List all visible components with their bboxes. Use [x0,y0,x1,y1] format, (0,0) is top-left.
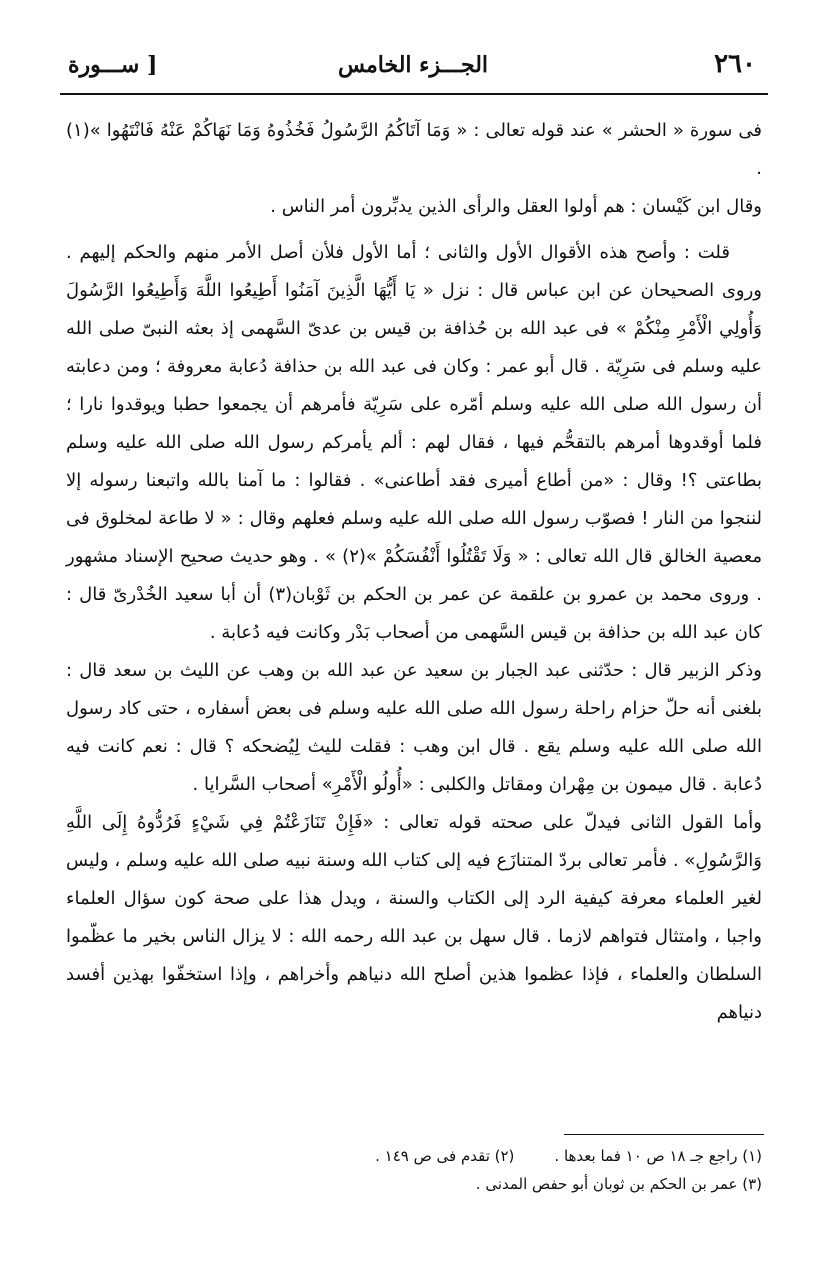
part-title: الجـــزء الخامس [337,52,489,78]
paragraph: وأما القول الثانى فيدلّ على صحته قوله تعالى : «فَإِنْ تَنَازَعْتُمْ فِي شَيْءٍ فَرُدُّوهُ إِلَى اللَّهِ وَالرَّسُولِ» . فأمر تعالى بردّ المتنازَع فيه إلى كتاب الله وسنة نبيه صلى الله عليه وسلم ، وليس لغير العلماء معرفة كيفية الرد إلى الكتاب والسنة ، ويدل هذا على صحة كون سؤال العلماء واجبا ، وامتثال فتواهم لازما . قال سهل بن عبد الله رحمه الله : لا يزال الناس بخير ما عظّموا السلطان والعلماء ، فإذا عظموا هذين أصلح الله دنياهم وأخراهم ، وإذا استخفّوا بهذين أفسد دنياهم [66,812,762,1023]
footnotes [66,1142,762,1198]
footnote-row [66,1170,762,1198]
body-text [66,112,762,1032]
paragraph: وذكر الزبير قال : حدّثنى عبد الجبار بن سعيد عن عبد الله بن وهب عن الليث بن سعد قال : بلغنى أنه حلّ حزام راحلة رسول الله صلى الله عليه وسلم فى بعض أسفاره ، حتى كاد رسول الله صلى الله عليه وسلم يقع . قال ابن وهب : فقلت لليث لِيُضحكه ؟ قال : نعم كانت فيه دُعابة . قال ميمون بن مِهْران ومقاتل والكلبى : «أُولُو الْأَمْرِ» أصحاب السَّرايا . [66,660,762,795]
footnote-row [66,1142,762,1170]
running-head [64,46,762,90]
paragraph: فى سورة « الحشر » عند قوله تعالى : « وَمَا آتَاكُمُ الرَّسُولُ فَخُذُوهُ وَمَا نَهَاكُمْ عَنْهُ فَانْتَهُوا »(١) . [66,120,762,179]
paragraph: وقال ابن كَيْسان : هم أولوا العقل والرأى الذين يدبِّرون أمر الناس . [270,196,762,217]
paragraph: قلت : وأصح هذه الأقوال الأول والثانى ؛ أما الأول فلأن أصل الأمر منهم والحكم إليهم . وروى الصحيحان عن ابن عباس قال : نزل « يَا أَيُّهَا الَّذِينَ آمَنُوا أَطِيعُوا اللَّهَ وَأَطِيعُوا الرَّسُولَ وَأُولِي الْأَمْرِ مِنْكُمْ » فى عبد الله بن حُذافة بن قيس بن عدىّ السَّهمى إذ بعثه النبىّ صلى الله عليه وسلم فى سَرِيّة . قال أبو عمر : وكان فى عبد الله بن حذافة دُعابة معروفة ؛ ومن دعابته أن رسول الله صلى الله عليه وسلم أمّره على سَرِيّة فأمرهم أن يجمعوا حطبا ويوقدوا نارا ؛ فلما أوقدوها أمرهم بالتقحُّم فيها ، فقال لهم : ألم يأمركم رسول الله صلى الله عليه وسلم بطاعتى ؟! وقال : «من أطاع أميرى فقد أطاعنى» . فقالوا : ما آمنا بالله واتبعنا رسوله إلا لننجوا من النار ! فصوّب رسول الله صلى الله عليه وسلم فعلهم وقال : « لا طاعة لمخلوق فى معصية الخالق قال الله تعالى : « وَلَا تَقْتُلُوا أَنْفُسَكُمْ »(٢) » . وهو حديث صحيح الإسناد مشهور . وروى محمد بن عمرو بن علقمة عن عمر بن الحكم بن ثَوْبان(٣) أن أبا سعيد الخُدْرىّ قال : كان عبد الله بن حذافة بن قيس السَّهمى من أصحاب بَدْر وكانت فيه دُعابة . [66,242,763,643]
page-number: ٢٦٠ [714,49,756,79]
footnote-1: (١) راجع جـ ١٨ ص ١٠ فما بعدها . [554,1147,762,1165]
footnote-2: (٢) تقدم فى ص ١٤٩ . [375,1147,515,1165]
header-rule [60,93,768,95]
surah-running-title: [ ســـورة [68,52,158,78]
footnote-3: (٣) عمر بن الحكم بن ثوبان أبو حفص المدنى . [475,1175,762,1193]
footnote-rule [564,1134,764,1135]
